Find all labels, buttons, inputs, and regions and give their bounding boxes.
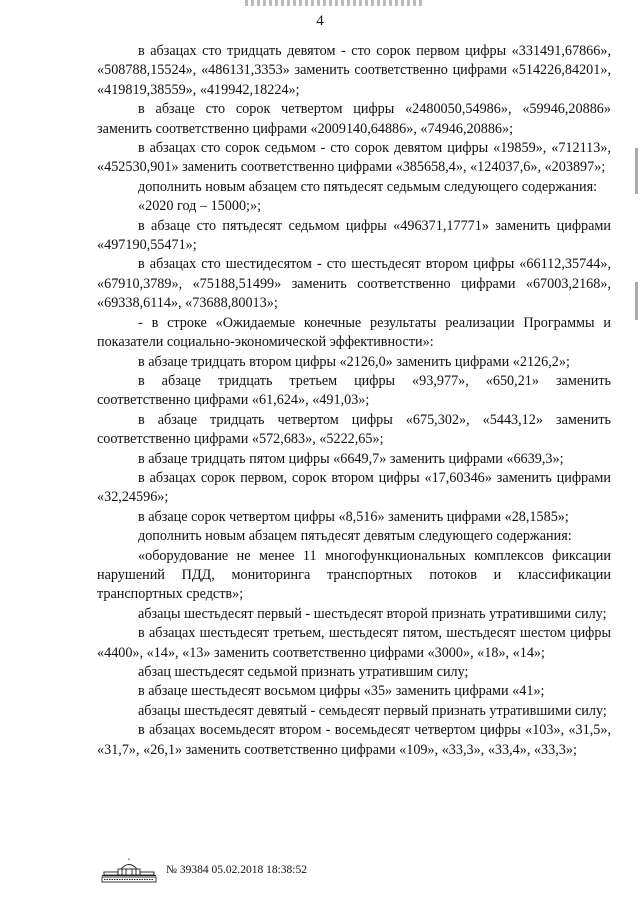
registration-footer [100, 858, 520, 884]
paragraph: в абзаце тридцать втором цифры «2126,0» заменить цифрами «2126,2»; [138, 353, 570, 370]
paragraph: в абзаце шестьдесят восьмом цифры «35» заменить цифрами «41»; [138, 683, 545, 700]
paragraph: в абзаце сто сорок четвертом цифры «2480050,54986», «59946,20886» заменить соответственно цифрами «2009140,64886», «74946,20886»; [97, 101, 611, 137]
paragraph: в абзаце сорок четвертом цифры «8,516» заменить цифрами «28,1585»; [138, 508, 569, 525]
paragraph: в абзацах восемьдесят втором - восемьдесят четвертом цифры «103», «31,5», «31,7», «26,1» заменить соответственно цифрами «109», «33,3», «33,4», «33,3»; [97, 722, 611, 758]
paragraph: дополнить новым абзацем сто пятьдесят седьмым следующего содержания: [138, 178, 598, 195]
scan-artifact-right [635, 282, 638, 320]
document-body [97, 42, 611, 760]
paragraph: в абзацах сто тридцать девятом - сто сорок первом цифры «331491,67866», «508788,15524», «486131,3353» заменить соответственно цифрами «514226,84201», «419819,38559», «419942,18224»; [97, 43, 611, 98]
building-emblem-icon [100, 858, 158, 884]
paragraph: в абзацах сто шестидесятом - сто шестьдесят втором цифры «66112,35744», «67910,3789», «75188,51499» заменить соответственно цифрами «67003,2168», «69338,6114», «73688,80013»; [97, 256, 611, 312]
paragraph: в абзаце тридцать третьем цифры «93,977», «650,21» заменить соответственно цифрами «61,624», «491,03»; [97, 372, 611, 409]
registration-stamp: № 39384 05.02.2018 18:38:52 [166, 864, 307, 876]
paragraph: в абзаце тридцать четвертом цифры «675,302», «5443,12» заменить соответственно цифрами «572,683», «5222,65»; [97, 411, 611, 448]
scan-artifact-right [635, 148, 638, 194]
paragraph: «2020 год – 15000;»; [138, 198, 262, 215]
paragraph: «оборудование не менее 11 многофункциональных комплексов фиксации нарушений ПДД, мониторинга транспортных потоков и классификации транспортных средств»; [97, 547, 611, 603]
paragraph: абзац шестьдесят седьмой признать утратившим силу; [138, 664, 469, 680]
paragraph: в абзаце сто пятьдесят седьмом цифры «496371,17771» заменить цифрами «497190,55471»; [97, 217, 611, 254]
paragraph: абзацы шестьдесят первый - шестьдесят второй признать утратившими силу; [138, 605, 607, 622]
paragraph: - в строке «Ожидаемые конечные результаты реализации Программы и показатели социально-экономической эффективности»: [97, 314, 611, 351]
page-number: 4 [316, 13, 324, 29]
scan-artifact-top [245, 0, 425, 6]
paragraph: в абзаце тридцать пятом цифры «6649,7» заменить цифрами «6639,3»; [138, 450, 564, 467]
paragraph: в абзацах шестьдесят третьем, шестьдесят пятом, шестьдесят шестом цифры «4400», «14», «13» заменить соответственно цифрами «3000», «18», «14»; [97, 625, 611, 661]
paragraph: абзацы шестьдесят девятый - семьдесят первый признать утратившими силу; [138, 702, 607, 719]
paragraph: дополнить новым абзацем пятьдесят девятым следующего содержания: [138, 528, 572, 545]
paragraph: в абзацах сорок первом, сорок втором цифры «17,60346» заменить цифрами «32,24596»; [97, 469, 611, 506]
paragraph: в абзацах сто сорок седьмом - сто сорок девятом цифры «19859», «712113», «452530,901» заменить соответственно цифрами «385658,4», «124037,6», «203897»; [97, 140, 611, 176]
